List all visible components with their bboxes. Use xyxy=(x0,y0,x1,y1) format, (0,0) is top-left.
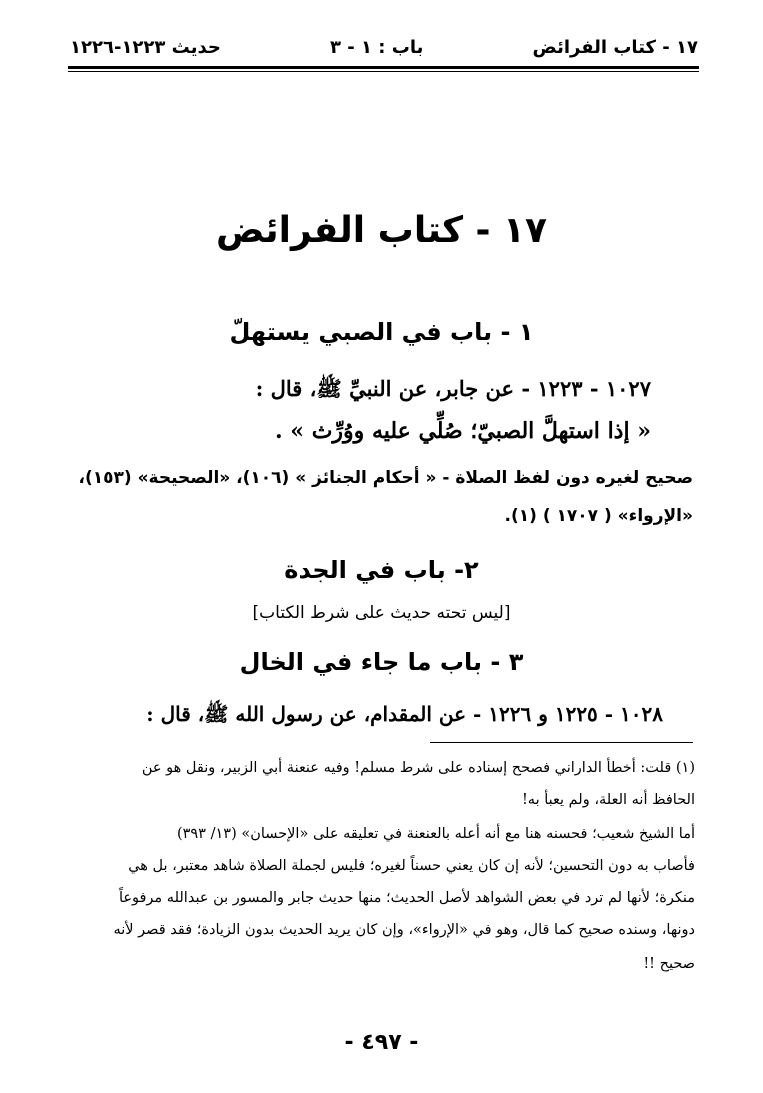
footnote-line: الحافظ أنه العلة، ولم يعبأ به! xyxy=(521,792,695,808)
chapter-heading-3: ٣ - باب ما جاء في الخال xyxy=(239,648,524,676)
grading-line-1: صحيح لغيره دون لفظ الصلاة - « أحكام الجنائز » (١٠٦)، «الصحيحة» (١٥٣)، xyxy=(78,468,693,488)
footnote-line: (١) قلت: أخطأ الداراني فصحح إسناده على شرط مسلم! وفيه عنعنة أبي الزبير، ونقل هو عن xyxy=(141,760,695,776)
header-chapter: ١٧ - كتاب الفرائض xyxy=(532,36,698,58)
footnote-line: فأصاب به دون التحسين؛ لأنه إن كان يعني حسناً لغيره؛ فليس لجملة الصلاة شاهد معتبر، بل هي xyxy=(128,858,695,874)
hadith-1-text: « إذا استهلَّ الصبيّ؛ صُلِّي عليه ووُرِّث » . xyxy=(274,418,651,444)
footnote-separator xyxy=(430,742,693,743)
page-number: - ٤٩٧ - xyxy=(344,1030,419,1055)
book-title: ١٧ - كتاب الفرائض xyxy=(216,210,547,251)
grading-line-2: «الإرواء» ( ١٧٠٧ ) (١). xyxy=(504,506,693,526)
header-sections: باب : ١ - ٣ xyxy=(330,36,424,58)
footnote-line: منكرة؛ لأنها لم ترد في بعض الشواهد لأصل الحديث؛ منها حديث جابر والمسور بن عبدالله مرفوعاً xyxy=(118,890,695,906)
footnote-line: صحيح !! xyxy=(643,956,695,972)
footnote-line: أما الشيخ شعيب؛ فحسنه هنا مع أنه أعله بالعنعنة في تعليقه على «الإحسان» (١٣/ ٣٩٣) xyxy=(176,826,695,842)
chapter-2-note: [ليس تحته حديث على شرط الكتاب] xyxy=(252,603,511,623)
hadith-1-intro: ١٠٢٧ - ١٢٢٣ - عن جابر، عن النبيِّ ﷺ، قال : xyxy=(255,376,651,401)
running-header xyxy=(70,32,698,62)
chapter-heading-2: ٢- باب في الجدة xyxy=(284,556,479,584)
header-hadith-range: حديث ١٢٢٣-١٢٢٦ xyxy=(70,36,221,58)
chapter-heading-1: ١ - باب في الصبي يستهلّ xyxy=(229,318,534,346)
hadith-2-intro: ١٠٢٨ - ١٢٢٥ و ١٢٢٦ - عن المقدام، عن رسول الله ﷺ، قال : xyxy=(146,702,663,726)
footnote-line: دونها، وسنده صحيح كما قال، وهو في «الإرواء»، وإن كان يريد الحديث بدون الزيادة؛ فقد قصر لأنه xyxy=(113,922,695,938)
header-rule-thick xyxy=(68,66,699,69)
header-rule-thin xyxy=(68,71,699,72)
